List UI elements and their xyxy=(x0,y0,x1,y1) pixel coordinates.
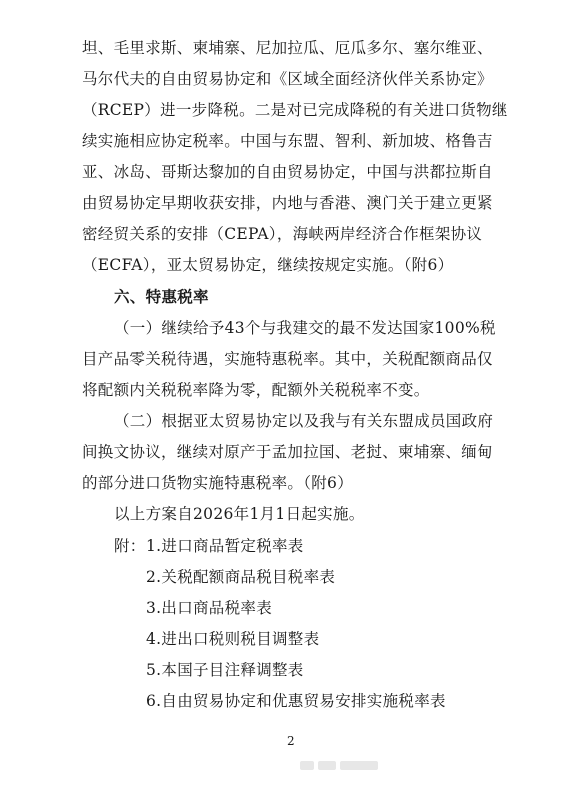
paragraph-line: 由贸易协定早期收获安排，内地与香港、澳门关于建立更紧 xyxy=(82,194,493,212)
attachments-label: 附： xyxy=(114,537,146,555)
effective-date-line: 以上方案自2026年1月1日起实施。 xyxy=(114,505,365,523)
paragraph-line: （RCEP）进一步降税。二是对已完成降税的有关进口货物继 xyxy=(82,101,508,119)
paragraph-line: （ECFA），亚太贸易协定，继续按规定实施。（附6） xyxy=(82,256,454,274)
paragraph-line: 亚、冰岛、哥斯达黎加的自由贸易协定，中国与洪都拉斯自 xyxy=(82,163,493,181)
paragraph-line: 续实施相应协定税率。中国与东盟、智利、新加坡、格鲁吉 xyxy=(82,132,493,150)
attachment-item: 6.自由贸易协定和优惠贸易安排实施税率表 xyxy=(146,692,446,710)
paragraph-line: 的部分进口货物实施特惠税率。（附6） xyxy=(82,474,354,492)
attachment-item: 3.出口商品税率表 xyxy=(146,599,272,617)
page-number: 2 xyxy=(287,734,295,748)
attachment-item: 2.关税配额商品税目税率表 xyxy=(146,568,336,586)
paragraph-line: 将配额内关税税率降为零，配额外关税税率不变。 xyxy=(82,381,430,399)
paragraph-line: 马尔代夫的自由贸易协定和《区域全面经济伙伴关系协定》 xyxy=(82,70,493,88)
paragraph-line: 目产品零关税待遇，实施特惠税率。其中，关税配额商品仅 xyxy=(82,350,493,368)
attachment-item: 1.进口商品暂定税率表 xyxy=(146,537,304,555)
paragraph-line: 间换文协议，继续对原产于孟加拉国、老挝、柬埔寨、缅甸 xyxy=(82,443,493,461)
attachment-item: 5.本国子目注释调整表 xyxy=(146,661,304,679)
paragraph-line: （一）继续给予43个与我建交的最不发达国家100%税 xyxy=(114,319,496,337)
attachment-item: 4.进出口税则税目调整表 xyxy=(146,630,320,648)
paragraph-line: 密经贸关系的安排（CEPA），海峡两岸经济合作框架协议 xyxy=(82,225,483,243)
paragraph-line: 坦、毛里求斯、柬埔寨、尼加拉瓜、厄瓜多尔、塞尔维亚、 xyxy=(82,39,493,57)
watermark xyxy=(300,759,380,773)
paragraph-line: （二）根据亚太贸易协定以及我与有关东盟成员国政府 xyxy=(114,412,494,430)
section-heading: 六、特惠税率 xyxy=(114,288,209,306)
